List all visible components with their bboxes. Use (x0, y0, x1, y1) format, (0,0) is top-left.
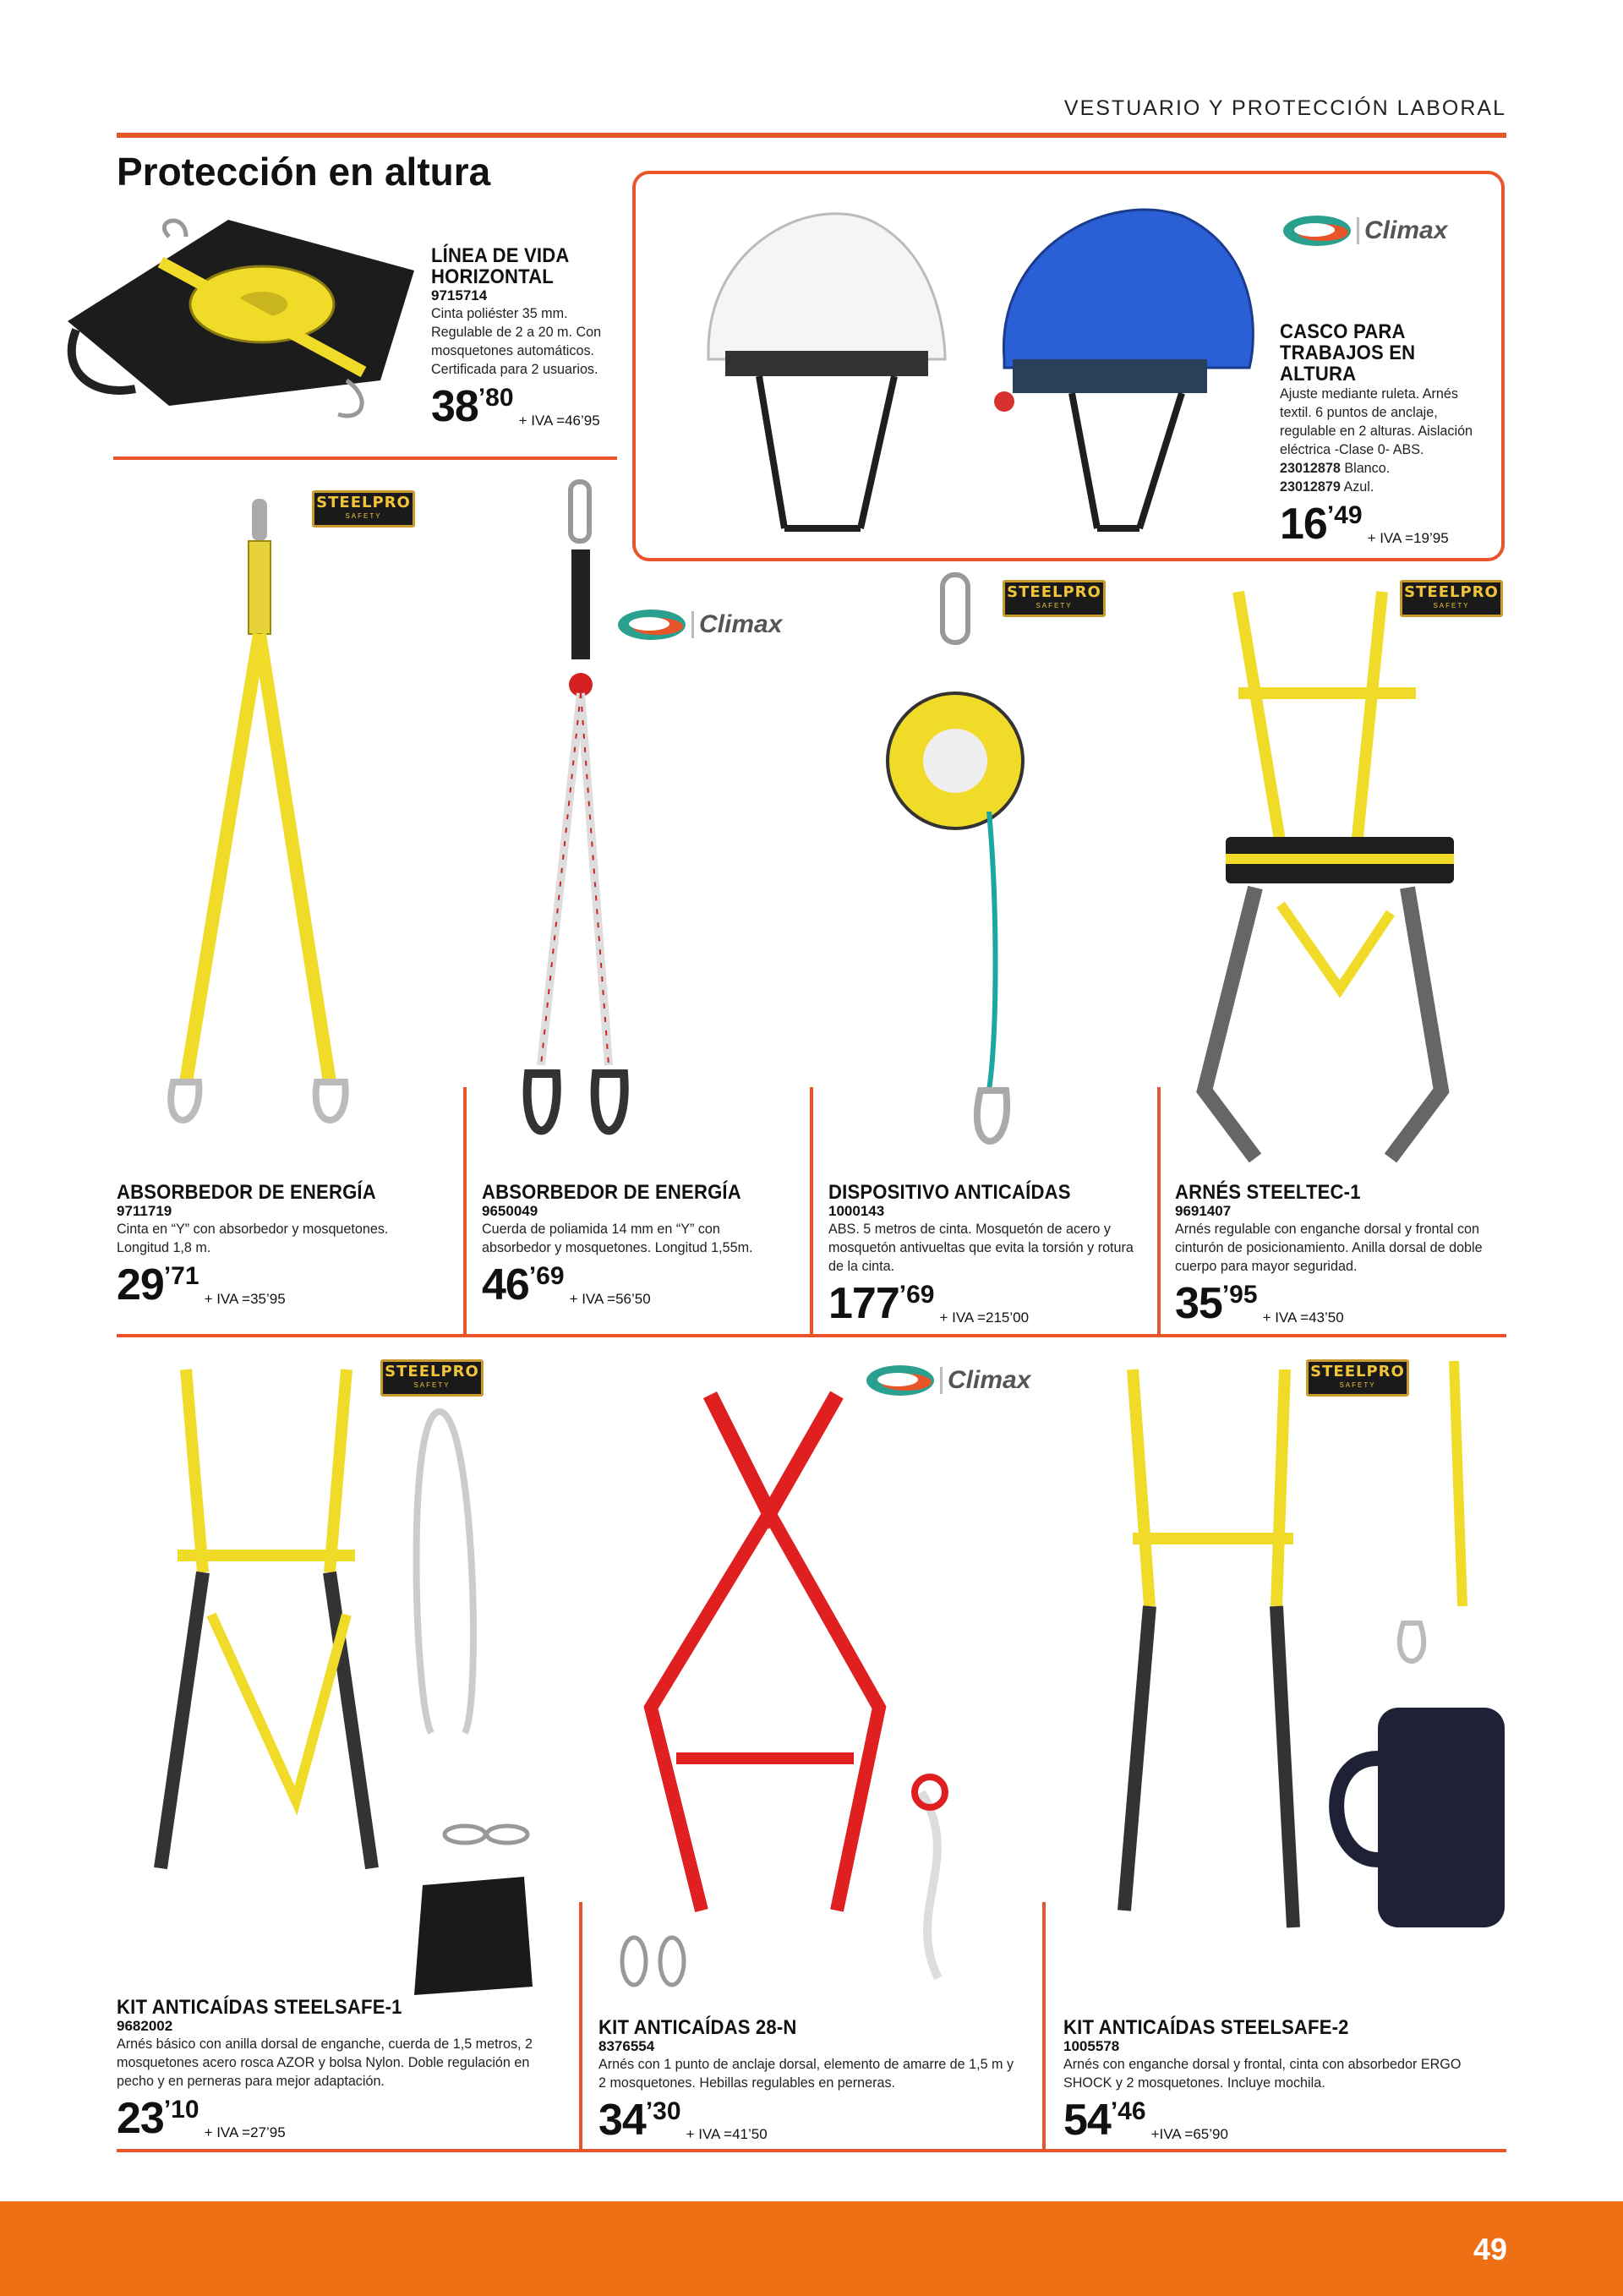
product-name: KIT ANTICAÍDAS 28-N (598, 2016, 797, 2039)
helmet-variant-blue (1280, 478, 1481, 496)
product-ref: 8376554 (598, 2038, 655, 2054)
price-decimal: ’10 (163, 2096, 199, 2124)
product-ref: 9691407 (1175, 1203, 1232, 1219)
price-iva: + IVA =215’00 (939, 1309, 1030, 1326)
price-iva: + IVA =27’95 (204, 2124, 286, 2140)
price-iva: + IVA =56’50 (569, 1291, 651, 1307)
product-desc: Arnés con enganche dorsal y frontal, cinta con absorbedor ERGO SHOCK y 2 mosquetones. Incluye mochila. (1063, 2056, 1462, 2091)
price-integer: 46 (482, 1260, 529, 1309)
product-desc: Cuerda de poliamida 14 mm en “Y” con absorbedor y mosquetones. Longitud 1,55m. (482, 1221, 753, 1255)
product-name: ARNÉS STEELTEC-1 (1175, 1181, 1361, 1204)
product-desc: Arnés regulable con enganche dorsal y frontal con cinturón de posicionamiento. Anilla dorsal de doble cuerpo para mayor seguridad. (1175, 1221, 1483, 1274)
steelsafe-1-kit-image (127, 1361, 549, 2012)
divider (113, 456, 617, 460)
product-desc: Arnés básico con anilla dorsal de enganche, cuerda de 1,5 metros, 2 mosquetones acero rosca AZOR y bolsa Nylon. Doble regulación en pecho y en perneras para mejor adaptación. (117, 2036, 533, 2089)
product-desc: Cinta en “Y” con absorbedor y mosquetones. Longitud 1,8 m. (117, 1221, 389, 1255)
product-steelsafe-2 (1063, 2017, 1503, 2148)
product-ref: 9650049 (482, 1203, 538, 1219)
price-decimal: ’30 (645, 2097, 681, 2125)
product-name: LÍNEA DE VIDA HORIZONTAL (431, 244, 570, 288)
price-decimal: ’80 (478, 384, 514, 412)
white-helmet-image (691, 190, 954, 545)
variant-label: Azul. (1340, 478, 1374, 495)
price-integer: 16 (1280, 500, 1327, 549)
price-iva: + IVA =43’50 (1262, 1309, 1344, 1326)
product-desc: Cinta poliéster 35 mm. Regulable de 2 a 20 m. Con mosquetones automáticos. Certificada para 2 usuarios. (431, 305, 602, 377)
price-integer: 35 (1175, 1279, 1222, 1328)
price-iva: + IVA =19’95 (1367, 530, 1449, 546)
helmet-variant-white (1280, 459, 1481, 478)
steelpro-logo (380, 1359, 484, 1397)
product-name: KIT ANTICAÍDAS STEELSAFE-2 (1063, 2016, 1349, 2039)
product-absorber-rope (482, 1182, 803, 1313)
product-ref: 1000143 (828, 1203, 885, 1219)
steelpro-logo (312, 490, 415, 528)
header-rule (117, 133, 1506, 138)
divider (579, 1902, 582, 2151)
product-name: CASCO PARA TRABAJOS EN ALTURA (1280, 320, 1416, 385)
product-price (1280, 500, 1491, 552)
product-price (117, 2094, 573, 2146)
product-desc: Arnés con 1 punto de anclaje dorsal, elemento de amarre de 1,5 m y 2 mosquetones. Hebillas regulables en perneras. (598, 2056, 1014, 2091)
product-price (117, 1260, 455, 1313)
product-absorber-strap (117, 1182, 455, 1313)
blue-helmet-image (987, 190, 1266, 545)
price-iva: + IVA =46’95 (518, 413, 600, 429)
steeltec-harness-image (1188, 583, 1467, 1158)
price-decimal: ’69 (528, 1262, 565, 1290)
variant-label: Blanco. (1340, 460, 1391, 476)
steelpro-sub: SAFETY (413, 1381, 451, 1389)
price-integer: 38 (431, 382, 478, 431)
price-iva: + IVA =35’95 (204, 1291, 286, 1307)
product-name: ABSORBEDOR DE ENERGÍA (482, 1181, 741, 1204)
price-integer: 54 (1063, 2096, 1111, 2145)
steelpro-wordmark: STEELPRO (316, 494, 411, 511)
steelpro-logo (1003, 580, 1106, 617)
divider (117, 1334, 1506, 1337)
steelpro-wordmark: STEELPRO (1404, 583, 1499, 601)
product-steeltec-harness (1175, 1182, 1505, 1331)
product-lifeline (431, 245, 626, 435)
product-price (482, 1260, 803, 1313)
steelpro-sub: SAFETY (1339, 1381, 1376, 1389)
divider (1042, 1902, 1046, 2151)
price-integer: 23 (117, 2094, 164, 2143)
page-number: 49 (1473, 2232, 1507, 2266)
steelpro-wordmark: STEELPRO (1007, 583, 1101, 601)
divider (463, 1087, 467, 1334)
product-name: KIT ANTICAÍDAS STEELSAFE-1 (117, 1996, 402, 2019)
price-integer: 177 (828, 1279, 899, 1328)
price-integer: 29 (117, 1260, 164, 1309)
climax-wordmark: Climax (1357, 217, 1447, 244)
price-decimal: ’49 (1326, 501, 1363, 529)
product-price (828, 1279, 1150, 1331)
price-integer: 34 (598, 2096, 646, 2145)
product-ref: 9682002 (117, 2018, 173, 2034)
absorber-y-strap-image (152, 490, 372, 1150)
steelpro-wordmark: STEELPRO (1310, 1363, 1405, 1380)
lifeline-bag-image (59, 203, 414, 431)
price-decimal: ’69 (899, 1281, 935, 1309)
steelpro-sub: SAFETY (1036, 602, 1073, 610)
climax-swoosh-icon (615, 607, 688, 642)
price-iva: +IVA =65’90 (1150, 2126, 1228, 2142)
product-price (1175, 1279, 1505, 1331)
product-price (598, 2096, 1038, 2148)
steelsafe-2-kit-image (1099, 1353, 1505, 1995)
divider (117, 2149, 1506, 2152)
product-desc: ABS. 5 metros de cinta. Mosquetón de acero y mosquetón antivueltas que evita la torsión y rotura de la cinta. (828, 1221, 1134, 1274)
climax-swoosh-icon (864, 1363, 937, 1398)
variant-ref: 23012878 (1280, 460, 1341, 476)
divider (1157, 1087, 1161, 1334)
steelpro-sub: SAFETY (1433, 602, 1470, 610)
steelpro-logo (1400, 580, 1503, 617)
kit-28n-image (600, 1386, 1014, 2012)
product-desc: Ajuste mediante ruleta. Arnés textil. 6 puntos de anclaje, regulable en 2 alturas. Aislación eléctrica -Clase 0- ABS. (1280, 385, 1473, 457)
price-iva: + IVA =41’50 (686, 2126, 768, 2142)
climax-logo (615, 605, 782, 644)
price-decimal: ’95 (1221, 1281, 1258, 1309)
product-ref: 1005578 (1063, 2038, 1120, 2054)
product-price (1063, 2096, 1503, 2148)
product-fall-arrester (828, 1182, 1150, 1331)
price-decimal: ’71 (163, 1262, 199, 1290)
product-price (431, 382, 626, 435)
page-title: Protección en altura (117, 150, 491, 194)
footer-bar (0, 2201, 1623, 2296)
variant-ref: 23012879 (1280, 478, 1341, 495)
fall-arrester-image (871, 566, 1031, 1158)
steelpro-logo (1306, 1359, 1409, 1397)
climax-logo (1281, 211, 1447, 250)
divider (810, 1087, 813, 1334)
product-steelsafe-1 (117, 1997, 573, 2146)
steelpro-sub: SAFETY (345, 512, 382, 520)
product-ref: 9711719 (117, 1203, 172, 1219)
section-label: VESTUARIO Y PROTECCIÓN LABORAL (1063, 96, 1506, 120)
price-decimal: ’46 (1110, 2097, 1146, 2125)
absorber-rope-image (524, 473, 651, 1167)
product-kit-28n (598, 2017, 1038, 2148)
product-ref: 9715714 (431, 287, 488, 303)
steelpro-wordmark: STEELPRO (385, 1363, 479, 1380)
product-name: ABSORBEDOR DE ENERGÍA (117, 1181, 376, 1204)
climax-swoosh-icon (1281, 213, 1353, 249)
climax-wordmark: Climax (940, 1367, 1030, 1394)
climax-logo (864, 1361, 1030, 1400)
climax-wordmark: Climax (691, 611, 782, 638)
product-helmet (1280, 321, 1491, 552)
product-name: DISPOSITIVO ANTICAÍDAS (828, 1181, 1071, 1204)
